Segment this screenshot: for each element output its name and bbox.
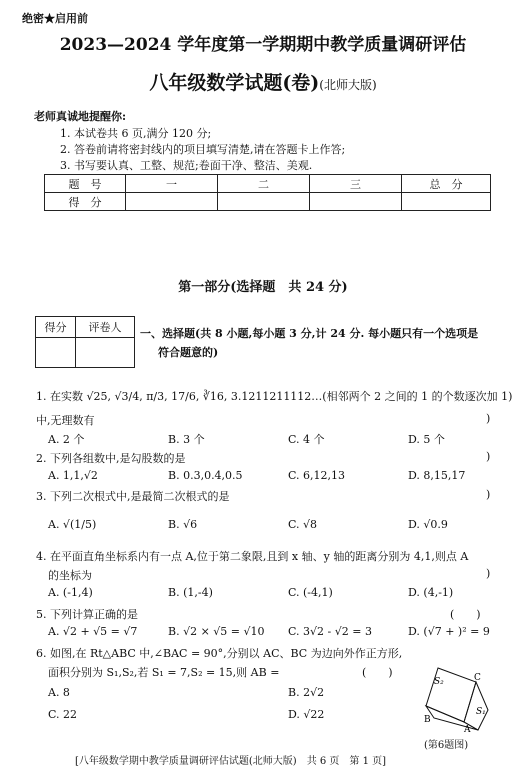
q5-option-c[interactable]: C. 3√2 - √2 = 3 (288, 625, 372, 638)
q2-option-a[interactable]: A. 1,1,√2 (48, 469, 98, 482)
score-header-part3: 三 (310, 175, 402, 193)
q1-items: √25, √3/4, π/3, 17/6, ∛16, 3.1211211112…(相邻两个 2 之间的 1 的个数逐次加 1) (86, 390, 513, 403)
svg-text:C: C (474, 673, 481, 683)
q3-option-a[interactable]: A. √(1/5) (48, 518, 97, 531)
q1-option-b[interactable]: B. 3 个 (168, 433, 205, 446)
q6-figure-caption: (第6题图) (424, 740, 469, 751)
q6-option-c[interactable]: C. 22 (48, 708, 78, 721)
grader-table (35, 316, 135, 368)
q6-option-a[interactable]: A. 8 (48, 686, 70, 699)
instructions-line2: 符合题意的) (158, 346, 219, 359)
q1-suffix: 中,无理数有 (36, 414, 95, 427)
q2-option-b[interactable]: B. 0.3,0.4,0.5 (168, 469, 243, 482)
score-header-part1: 一 (126, 175, 218, 193)
grader-name-cell[interactable] (75, 338, 134, 368)
q3-option-b[interactable]: B. √6 (168, 518, 198, 531)
q3-option-d[interactable]: D. √0.9 (408, 518, 448, 531)
exam-subtitle-main: 八年级数学试题(卷) (149, 72, 320, 94)
q3-stem: 3. 下列二次根式中,是最简二次根式的是 (36, 490, 230, 503)
q4-option-a[interactable]: A. (-1,4) (48, 586, 93, 599)
q4-option-b[interactable]: B. (1,-4) (168, 586, 213, 599)
q4-answer-paren[interactable]: ) (486, 567, 491, 580)
q1-option-c[interactable]: C. 4 个 (288, 433, 325, 446)
q6-option-b[interactable]: B. 2√2 (288, 686, 325, 699)
exam-title: 2023—2024 学年度第一学期期中教学质量调研评估 (59, 35, 467, 55)
q2-option-d[interactable]: D. 8,15,17 (408, 469, 466, 482)
q5-answer-paren[interactable]: ( ) (450, 608, 481, 621)
score-table (44, 174, 491, 211)
q4-stem-line1: 4. 在平面直角坐标系内有一点 A,位于第二象限,且到 x 轴、y 轴的距离分别为 4,1,则点 A (36, 550, 469, 563)
q5-option-d[interactable]: D. (√7 + )² = 9 (408, 625, 490, 638)
q3-answer-paren[interactable]: ) (486, 488, 491, 501)
rule-1: 1. 本试卷共 6 页,满分 120 分; (60, 127, 212, 140)
q4-option-d[interactable]: D. (4,-1) (408, 586, 454, 599)
score-cell-total[interactable] (402, 193, 491, 211)
q5-stem: 5. 下列计算正确的是 (36, 608, 138, 621)
score-header-part2: 二 (218, 175, 310, 193)
page-footer: [八年级数学期中教学质量调研评估试题(北师大版) 共 6 页 第 1 页] (75, 756, 387, 767)
score-cell-part2[interactable] (218, 193, 310, 211)
score-cell-part1[interactable] (126, 193, 218, 211)
q2-stem: 2. 下列各组数中,是勾股数的是 (36, 452, 186, 465)
q5-option-b[interactable]: B. √2 × √5 = √10 (168, 625, 265, 638)
q1-stem (36, 388, 512, 404)
q2-option-c[interactable]: C. 6,12,13 (288, 469, 346, 482)
q6-stem-line2: 面积分别为 S₁,S₂,若 S₁ = 7,S₂ = 15,则 AB = (48, 666, 280, 679)
score-row-label: 得 分 (45, 193, 126, 211)
q1-option-d[interactable]: D. 5 个 (408, 433, 445, 446)
q4-stem-line2: 的坐标为 (48, 569, 92, 582)
grader-name-header: 评卷人 (75, 317, 134, 338)
grader-score-header: 得分 (36, 317, 76, 338)
rule-2: 2. 答卷前请将密封线内的项目填写清楚,请在答题卡上作答; (60, 143, 346, 156)
svg-text:A: A (464, 725, 471, 735)
score-header-label: 题 号 (45, 175, 126, 193)
score-cell-part3[interactable] (310, 193, 402, 211)
svg-text:B: B (424, 715, 431, 725)
svg-text:S₁: S₁ (476, 707, 486, 717)
score-header-total: 总 分 (402, 175, 491, 193)
confidential-label: 绝密★启用前 (22, 12, 88, 25)
edition-label: (北师大版) (319, 78, 377, 92)
rule-3: 3. 书写要认真、工整、规范;卷面干净、整洁、美观. (60, 159, 313, 172)
svg-text:S₂: S₂ (434, 677, 444, 687)
notice-heading: 老师真诚地提醒你: (34, 110, 127, 123)
q5-option-a[interactable]: A. √2 + √5 = √7 (48, 625, 138, 638)
q2-answer-paren[interactable]: ) (486, 450, 491, 463)
q6-stem-line1: 6. 如图,在 Rt△ABC 中,∠BAC = 90°,分别以 AC、BC 为边向外作正方形, (36, 647, 403, 660)
q3-option-c[interactable]: C. √8 (288, 518, 318, 531)
q1-answer-paren[interactable]: ) (486, 412, 491, 425)
section-title: 第一部分(选择题 共 24 分) (178, 280, 348, 295)
exam-subtitle (0, 68, 526, 95)
q6-figure (386, 660, 496, 744)
q1-option-a[interactable]: A. 2 个 (48, 433, 85, 446)
q6-answer-paren[interactable]: ( ) (362, 666, 393, 679)
q6-option-d[interactable]: D. √22 (288, 708, 325, 721)
q1-prefix: 1. 在实数 (36, 390, 83, 403)
q4-option-c[interactable]: C. (-4,1) (288, 586, 333, 599)
grader-score-cell[interactable] (36, 338, 76, 368)
instructions-line1: 一、选择题(共 8 小题,每小题 3 分,计 24 分. 每小题只有一个选项是 (140, 327, 479, 340)
